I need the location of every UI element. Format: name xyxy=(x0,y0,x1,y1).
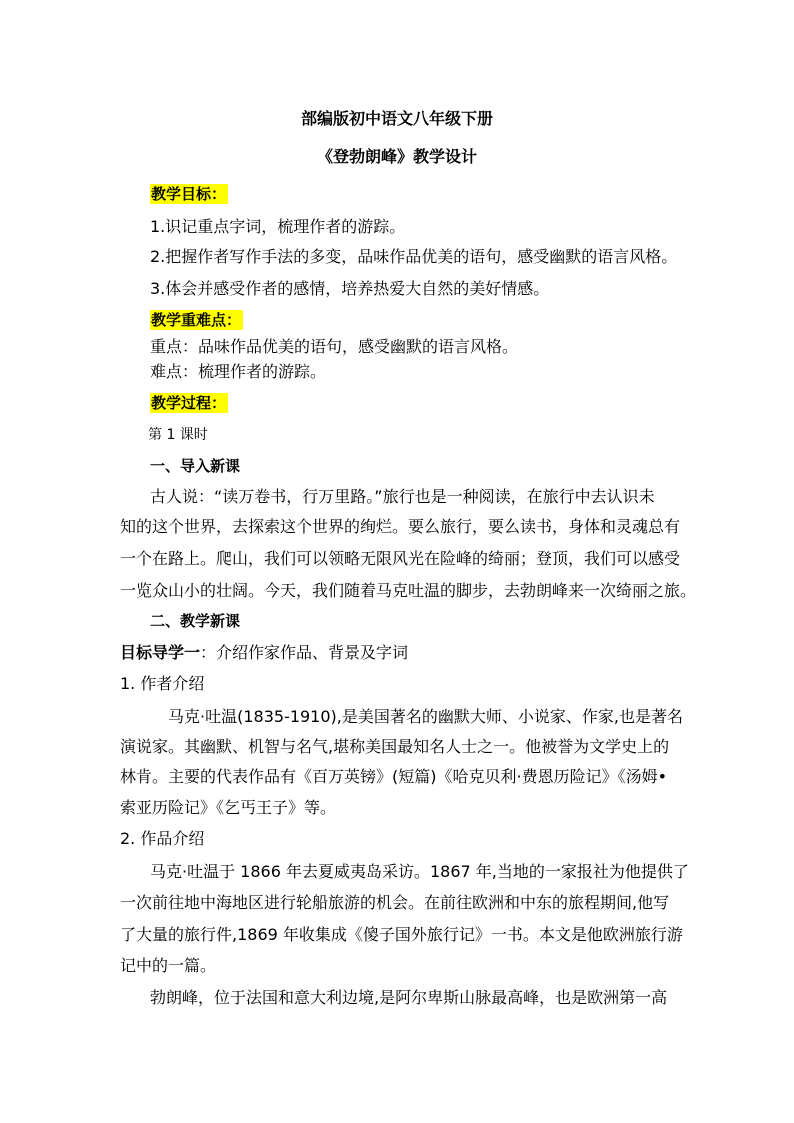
author-line-1: 马克·吐温(1835-1910),是美国著名的幽默大师、小说家、作家,也是著名 xyxy=(168,707,683,726)
intro-line-1: 古人说：“读万卷书，行万里路。”旅行也是一种阅读，在旅行中去认识未 xyxy=(150,487,655,506)
process-heading xyxy=(150,393,228,413)
objectives-heading xyxy=(150,184,228,204)
intro-line-4: 一览众山小的壮阔。今天，我们随着马克吐温的脚步，去勃朗峰来一次绮丽之旅。 xyxy=(120,581,697,600)
lesson-label: 第 1 课时 xyxy=(148,427,208,443)
intro-line-2: 知的这个世界，去探索这个世界的绚烂。要么旅行，要么读书，身体和灵魂总有 xyxy=(120,517,681,536)
keypoints-heading-text: 教学重难点： xyxy=(151,311,242,329)
author-line-4: 索亚历险记》《乞丐王子》等。 xyxy=(120,798,337,817)
objective-2: 2.把握作者写作手法的多变，品味作品优美的语句，感受幽默的语言风格。 xyxy=(150,247,678,266)
works-heading: 2. 作品介绍 xyxy=(120,829,205,848)
works-line-2: 一次前往地中海地区进行轮船旅游的机会。在前往欧洲和中东的旅程期间,他写 xyxy=(120,893,670,912)
author-line-3: 林肯。主要的代表作品有《百万英镑》(短篇)《哈克贝利·费恩历险记》《汤姆• xyxy=(120,767,668,786)
author-heading: 1. 作者介绍 xyxy=(120,674,205,693)
goal-1-heading xyxy=(120,642,408,664)
document-title: 部编版初中语文八年级下册 xyxy=(300,109,493,128)
section-2-heading: 二、教学新课 xyxy=(150,612,241,630)
works-line-3: 了大量的旅行件,1869 年收集成《傻子国外旅行记》一书。本文是他欧洲旅行游 xyxy=(120,925,683,944)
section-1-heading: 一、导入新课 xyxy=(150,457,241,475)
keypoints-heading xyxy=(150,310,243,330)
document-subtitle: 《登勃朗峰》教学设计 xyxy=(316,147,477,166)
objectives-heading-text: 教学目标： xyxy=(151,185,227,203)
difficulty-text: 难点：梳理作者的游踪。 xyxy=(150,362,327,381)
keypoint-text: 重点：品味作品优美的语句，感受幽默的语言风格。 xyxy=(150,337,519,356)
intro-line-3: 一个在路上。爬山，我们可以领略无限风光在险峰的绮丽；登顶，我们可以感受 xyxy=(120,549,681,568)
objective-3: 3.体会并感受作者的感情，培养热爱大自然的美好情感。 xyxy=(150,279,550,298)
author-line-2: 演说家。其幽默、机智与名气,堪称美国最知名人士之一。他被誉为文学史上的 xyxy=(120,737,670,756)
works-line-4: 记中的一篇。 xyxy=(120,956,217,975)
goal-1-rest: ：介绍作家作品、背景及字词 xyxy=(200,643,409,662)
objective-1: 1.识记重点字词，梳理作者的游踪。 xyxy=(150,217,406,236)
process-heading-text: 教学过程： xyxy=(151,394,227,412)
mont-blanc-line-1: 勃朗峰，位于法国和意大利边境,是阿尔卑斯山脉最高峰，也是欧洲第一高 xyxy=(150,988,668,1007)
goal-1-label: 目标导学一 xyxy=(120,643,201,662)
works-line-1: 马克·吐温于 1866 年去夏威夷岛采访。1867 年,当地的一家报社为他提供了 xyxy=(150,862,689,881)
